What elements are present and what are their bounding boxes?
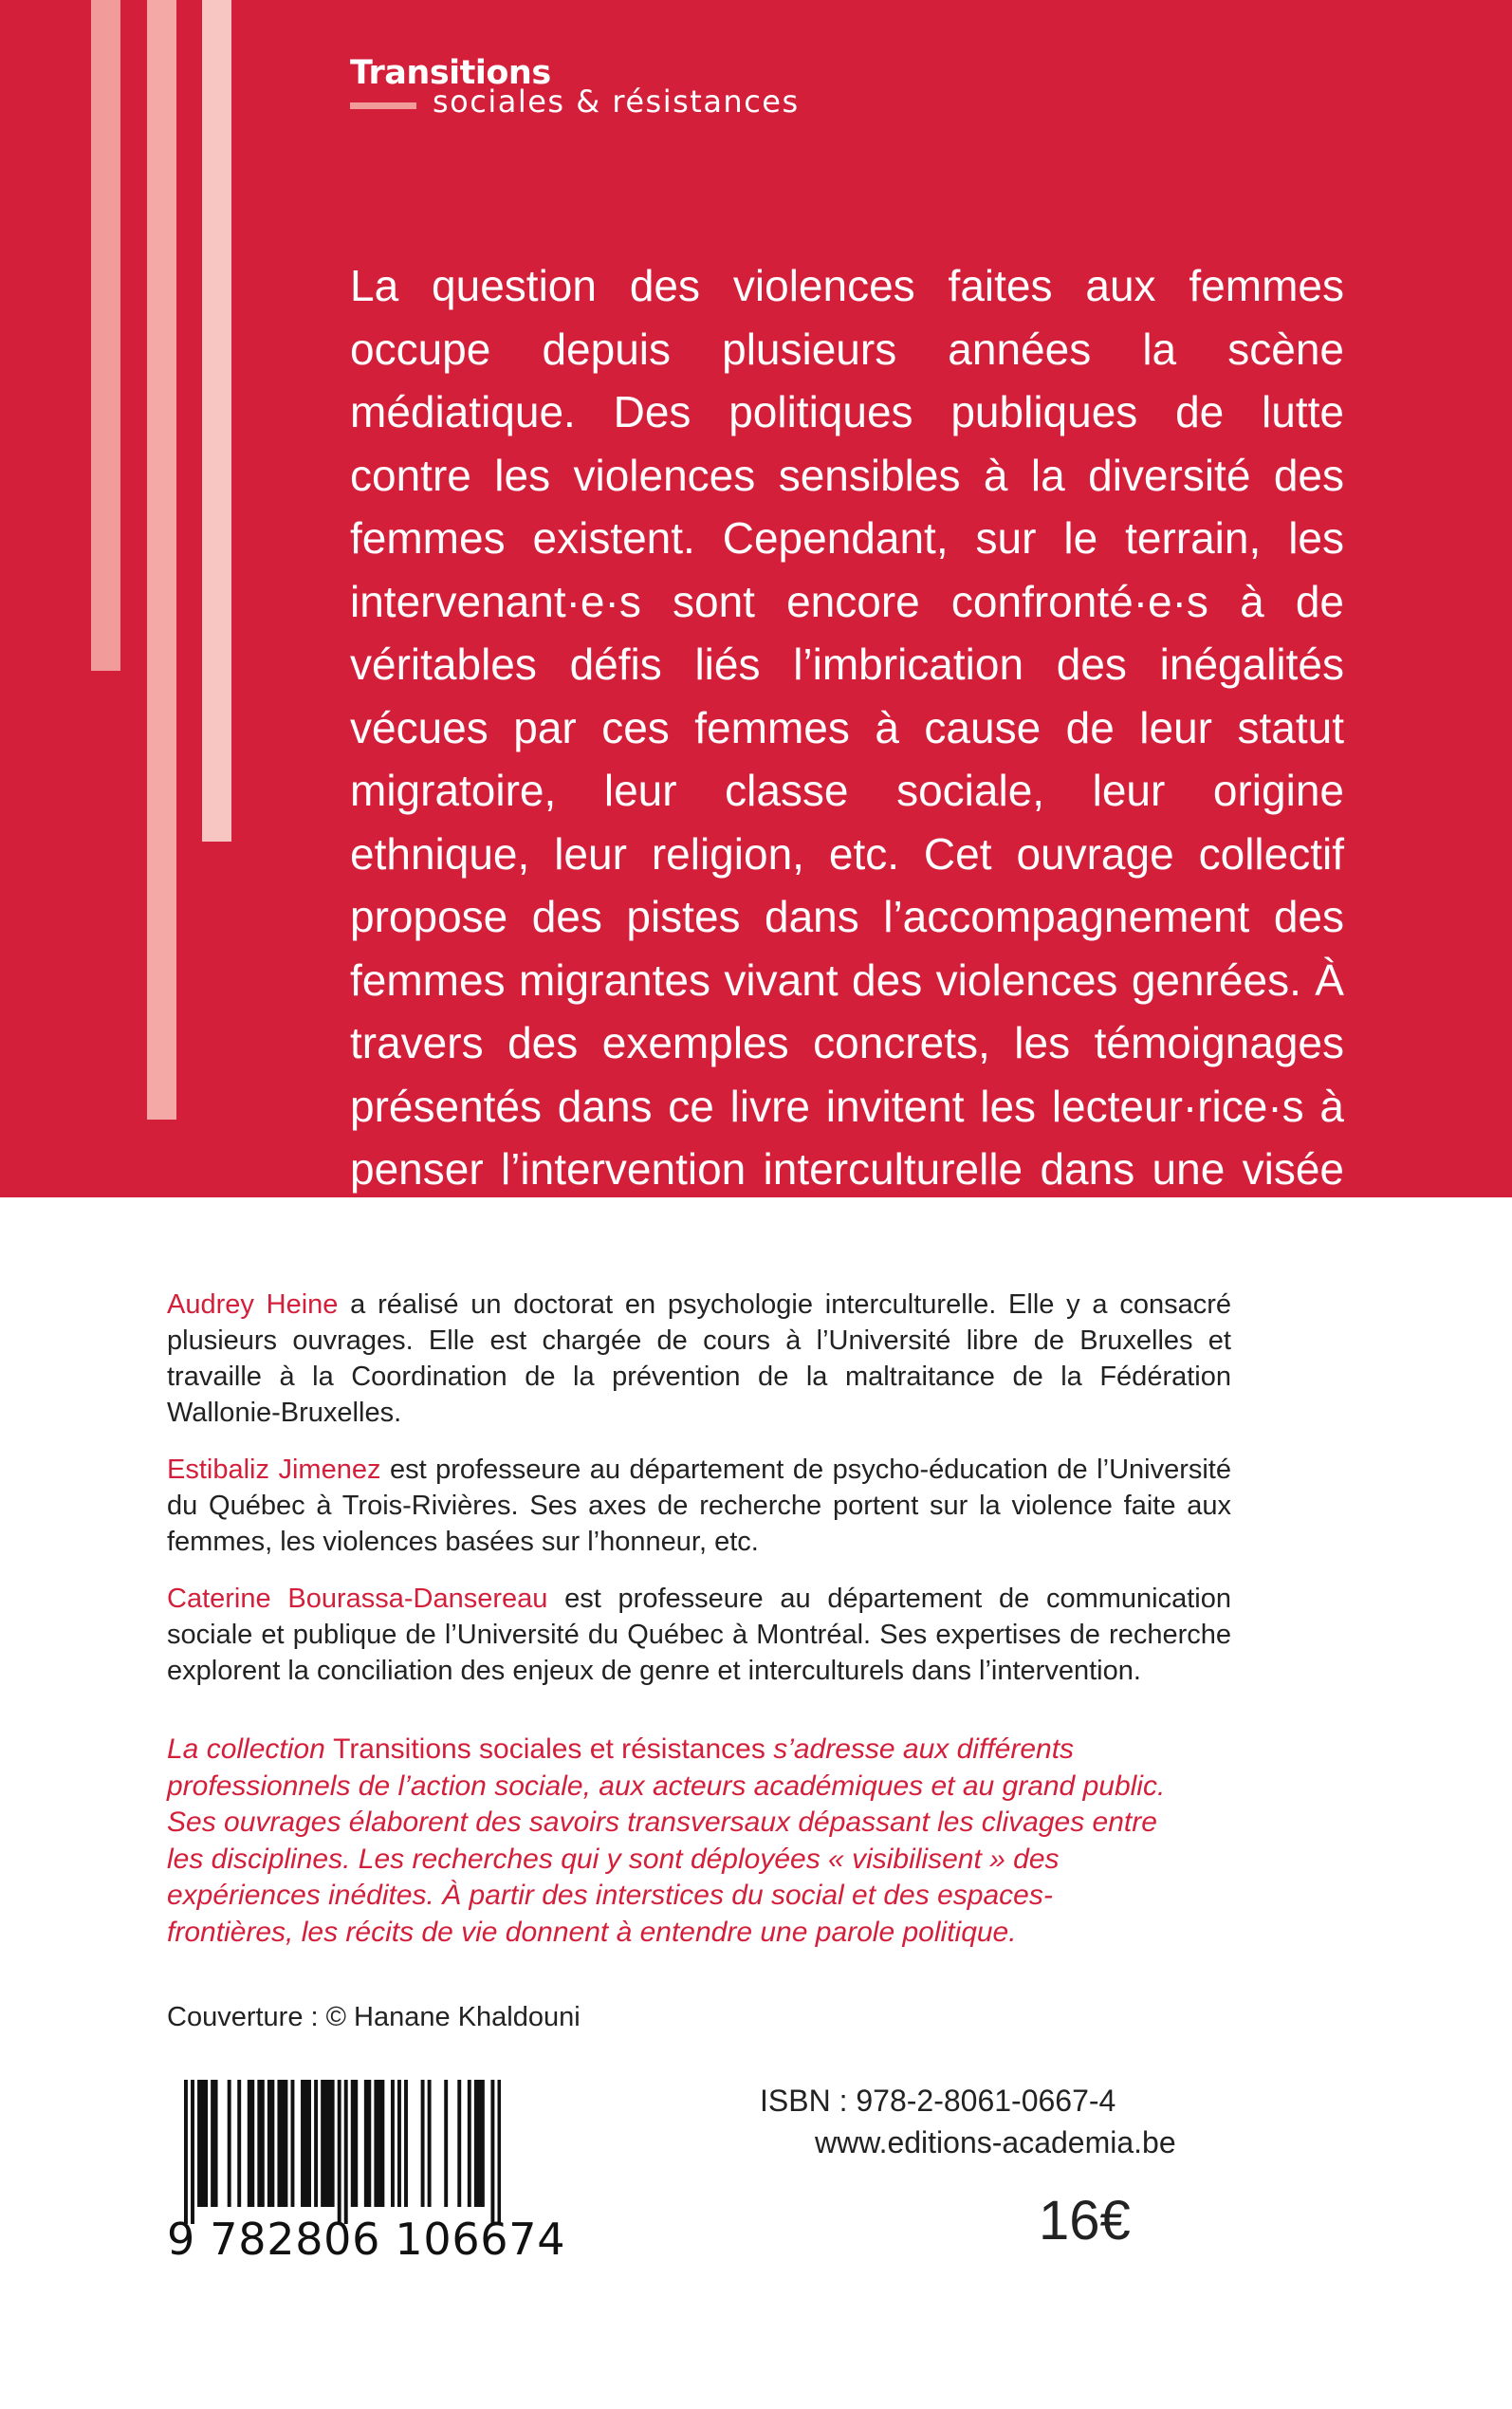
- barcode-bar: [421, 2080, 425, 2207]
- barcode-bar: [351, 2080, 355, 2207]
- decorative-stripe-1: [91, 0, 120, 671]
- isbn: ISBN : 978-2-8061-0667-4: [760, 2084, 1116, 2118]
- barcode-bar: [457, 2080, 461, 2207]
- barcode-bar: [248, 2080, 251, 2207]
- barcode-bar: [367, 2080, 371, 2207]
- series-logo-bar: [350, 102, 416, 109]
- author-name: Caterine Bourassa-Dansereau: [167, 1584, 548, 1614]
- barcode-bar: [477, 2080, 481, 2207]
- barcode-bar: [304, 2080, 308, 2207]
- barcode-bar: [257, 2080, 261, 2207]
- barcode-bar: [184, 2080, 188, 2224]
- barcode-bar: [270, 2080, 274, 2207]
- barcode-bar: [428, 2080, 432, 2207]
- barcode-bar: [284, 2080, 287, 2207]
- barcode-bar: [301, 2080, 304, 2207]
- barcode-bar: [364, 2080, 368, 2207]
- series-logo: [350, 54, 800, 123]
- barcode-bar: [380, 2080, 384, 2207]
- barcode-bar: [261, 2080, 265, 2207]
- price: 16€: [1039, 2190, 1131, 2251]
- book-blurb: La question des violences faites aux femmes occupe depuis plusieurs années la scène médiatique. Des politiques publiques de lutte contre les violences sensibles à la diversité des femmes existent. Cependant, sur le terrain, les intervenant·e·s sont encore confronté·e·s à de véritables défis liés l’imbrication des inégalités vécues par ces femmes à cause de leur statut migratoire, leur classe sociale, leur origine ethnique, leur religion, etc. Cet ouvrage collectif propose des pistes dans l’accompagnement des femmes migrantes vivant des violences genrées. À travers des exemples concrets, les témoignages présentés dans ce livre invitent les lecteur·rice·s à penser l’intervention interculturelle dans une visée féministe.: [350, 261, 1344, 1257]
- author-bio-text: est professeure au département de communication sociale et publique de l’Université du Québec à Montréal. Ses expertises de recherche explorent la conciliation des enjeux de genre et interculturels dans l’intervention.: [167, 1584, 1231, 1686]
- barcode-bar: [378, 2080, 381, 2207]
- barcode-digits: 9 782806 106674: [167, 2214, 566, 2265]
- barcode-bar: [307, 2080, 311, 2207]
- barcode-bar: [354, 2080, 358, 2207]
- barcode-bar: [397, 2080, 401, 2207]
- barcode-bar: [321, 2080, 324, 2207]
- author-bio-text: est professeure au département de psycho-éducation de l’Université du Québec à Trois-Rivières. Ses axes de recherche portent sur la violence faite aux femmes, les violences basées sur l’honneur, etc.: [167, 1455, 1231, 1557]
- author-name: Audrey Heine: [167, 1289, 339, 1320]
- barcode-bar: [204, 2080, 208, 2207]
- collection-name: Transitions sociales et résistances: [333, 1733, 765, 1765]
- collection-description: [167, 1732, 1172, 1951]
- author-bio-text: a réalisé un doctorat en psychologie interculturelle. Elle y a consacré plusieurs ouvrages. Elle est chargée de cours à l’Université libre de Bruxelles et travaille à la Coordination de la prévention de la maltraitance de la Fédération Wallonie-Bruxelles.: [167, 1289, 1231, 1428]
- barcode-bar: [214, 2080, 218, 2207]
- barcode-bar: [481, 2080, 485, 2207]
- decorative-stripe-3: [202, 0, 231, 842]
- barcode-bar: [228, 2080, 231, 2207]
- barcode-bar: [201, 2080, 205, 2207]
- barcode-bar: [344, 2080, 348, 2224]
- barcode-bar: [391, 2080, 395, 2207]
- barcode-bar: [291, 2080, 295, 2207]
- collection-text: s’adresse aux différents professionnels de l’action sociale, aux acteurs académiques et au grand public. Ses ouvrages élaborent des savoirs transversaux dépassant les clivages entre les disciplines. Les recherches qui y sont déployées « visibilisent » des expériences inédites. À partir des interstices du social et des espaces-frontières, les récits de vie donnent à entendre une parole politique.: [167, 1733, 1166, 1948]
- author-bio: [167, 1581, 1231, 1689]
- collection-prefix: La collection: [167, 1733, 334, 1765]
- barcode-bar: [497, 2080, 501, 2224]
- series-subtitle: sociales & résistances: [433, 83, 800, 120]
- barcode-bar: [267, 2080, 271, 2207]
- barcode-bar: [474, 2080, 478, 2207]
- barcode-bar: [374, 2080, 378, 2207]
- barcode: [167, 2074, 566, 2290]
- barcode-bar: [490, 2080, 494, 2224]
- barcode-bar: [191, 2080, 194, 2224]
- barcode-bar: [444, 2080, 448, 2207]
- barcode-bar: [211, 2080, 214, 2207]
- barcode-bar: [197, 2080, 201, 2207]
- barcode-bar: [281, 2080, 285, 2207]
- cover-credit: Couverture : © Hanane Khaldouni: [167, 2002, 581, 2032]
- barcode-bar: [327, 2080, 331, 2207]
- series-title: Transitions: [350, 54, 551, 92]
- barcode-bar: [404, 2080, 408, 2207]
- barcode-bar: [338, 2080, 341, 2224]
- barcode-bars: [184, 2080, 501, 2224]
- decorative-stripe-2: [147, 0, 176, 1120]
- barcode-bar: [468, 2080, 471, 2207]
- barcode-bar: [314, 2080, 318, 2207]
- barcode-bar: [237, 2080, 241, 2207]
- author-bio: [167, 1287, 1231, 1431]
- barcode-bar: [250, 2080, 254, 2207]
- barcode-bar: [324, 2080, 328, 2207]
- publisher-website[interactable]: www.editions-academia.be: [815, 2125, 1176, 2159]
- author-name: Estibaliz Jimenez: [167, 1455, 381, 1485]
- author-bios: [167, 1287, 1231, 1710]
- author-bio: [167, 1452, 1231, 1560]
- barcode-bar: [277, 2080, 281, 2207]
- barcode-bar: [331, 2080, 335, 2207]
